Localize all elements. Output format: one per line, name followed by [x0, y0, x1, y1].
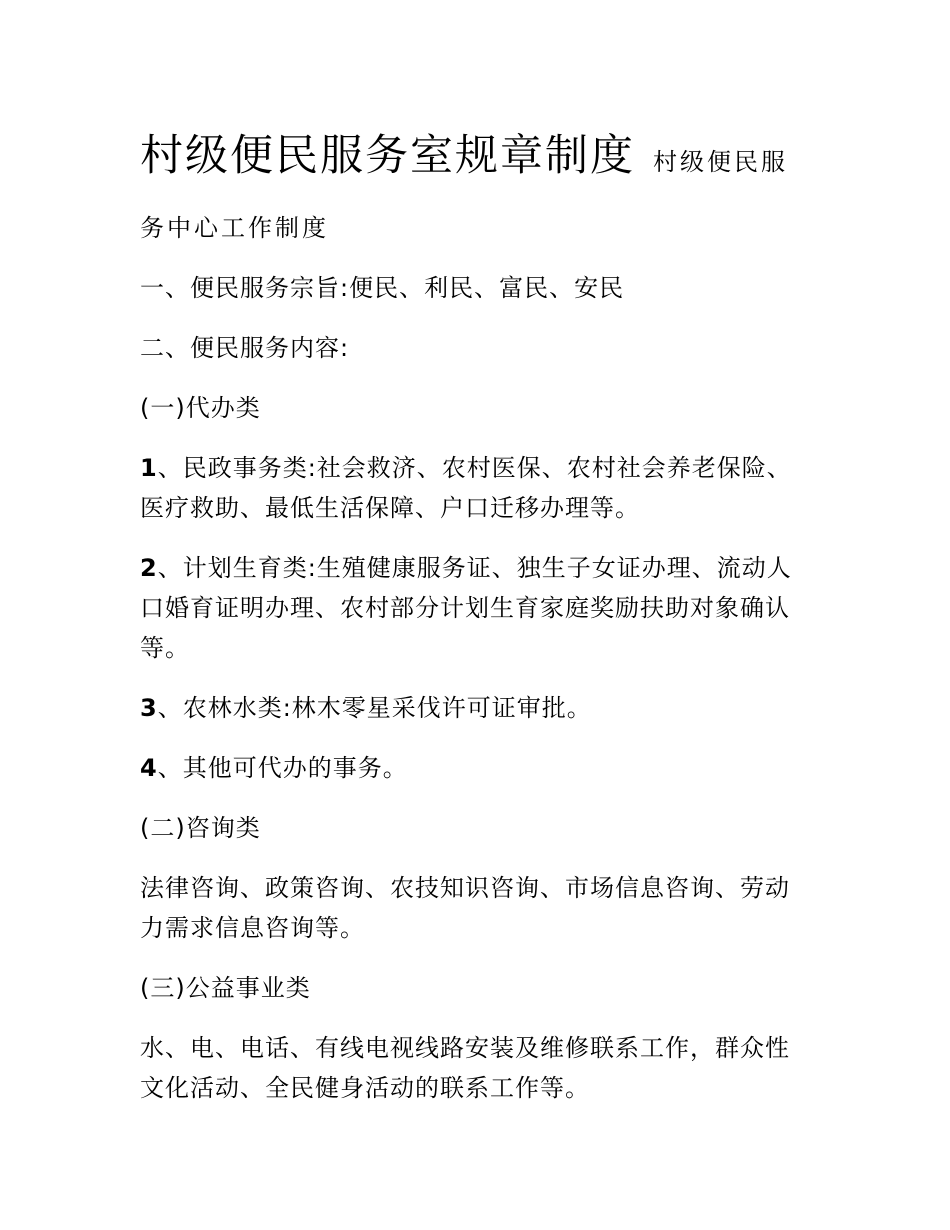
title-main: 村级便民服务室规章制度	[140, 131, 635, 181]
list-item-family-planning	[140, 548, 810, 668]
section-consulting-heading: (二)咨询类	[140, 814, 261, 842]
purpose-heading: 一、便民服务宗旨:便民、利民、富民、安民	[140, 274, 625, 302]
item-text: 、民政事务类:社会救济、农村医保、农村社会养老保险、医疗救助、最低生活保障、户口迁移办理等。	[140, 454, 792, 522]
document-page	[140, 128, 810, 1108]
item-text: 、其他可代办的事务。	[157, 754, 408, 782]
consulting-paragraph: 法律咨询、政策咨询、农技知识咨询、市场信息咨询、劳动力需求信息咨询等。	[140, 874, 790, 942]
document-title	[140, 128, 810, 184]
item-number: 2	[140, 554, 158, 582]
item-number: 3	[140, 694, 158, 722]
item-text: 、农林水类:林木零星采伐许可证审批。	[157, 694, 592, 722]
title-sub: 村级便民服	[653, 148, 788, 176]
list-item-other	[140, 748, 810, 788]
content-heading: 二、便民服务内容:	[140, 334, 350, 362]
item-number: 1	[140, 454, 158, 482]
section-public-welfare-heading: (三)公益事业类	[140, 974, 311, 1002]
public-welfare-paragraph: 水、电、电话、有线电视线路安装及维修联系工作，群众性文化活动、全民健身活动的联系工作等。	[140, 1034, 790, 1102]
list-item-civil-affairs	[140, 448, 810, 528]
title-continuation: 务中心工作制度	[140, 214, 329, 242]
item-text: 、计划生育类:生殖健康服务证、独生子女证办理、流动人口婚育证明办理、农村部分计划生育家庭奖励扶助对象确认等。	[140, 554, 792, 662]
item-number: 4	[140, 754, 158, 782]
list-item-agriculture	[140, 688, 810, 728]
section-agency-heading: (一)代办类	[140, 394, 261, 422]
